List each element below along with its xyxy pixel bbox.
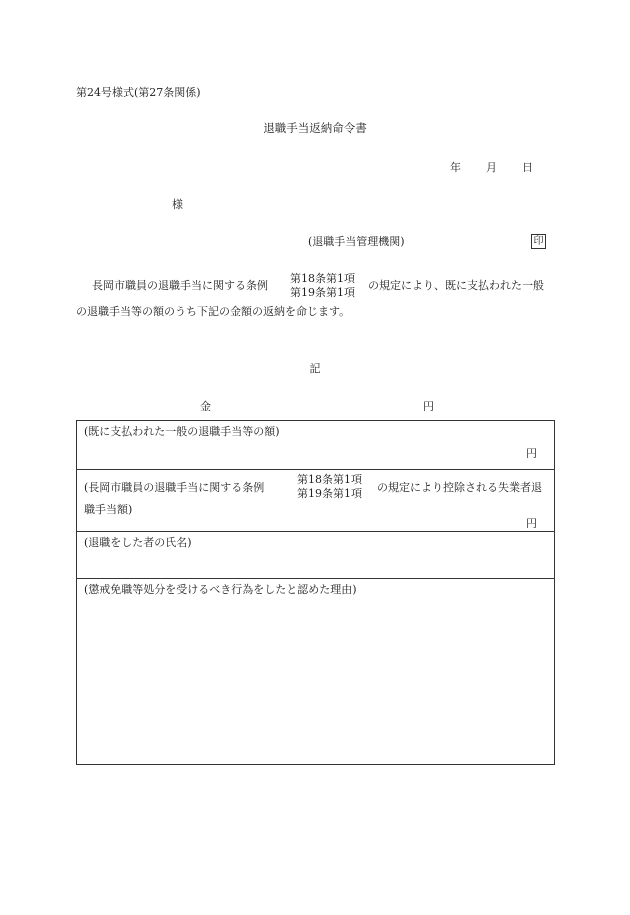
table-row-retiree-name: [77, 532, 554, 579]
deducted-amount-label-start: (長岡市職員の退職手当に関する条例: [84, 481, 265, 494]
deducted-clause-19: 第19条第1項: [297, 487, 362, 500]
deducted-amount-label-cont: 職手当額): [84, 503, 133, 516]
retiree-name-label: (退職をした者の氏名): [84, 536, 192, 549]
body-text-line1-end: の規定により、既に支払われた一般: [368, 279, 544, 292]
deducted-clause-choice: [297, 473, 362, 501]
details-table: [76, 420, 555, 765]
form-number: 第24号様式(第27条関係): [76, 86, 201, 99]
body-text-line1-start: 長岡市職員の退職手当に関する条例: [92, 279, 268, 292]
table-row-deducted-amount: [77, 470, 554, 532]
deducted-clause-18: 第18条第1項: [297, 473, 362, 486]
table-row-paid-amount: [77, 421, 554, 470]
paid-amount-label: (既に支払われた一般の退職手当等の額): [84, 425, 280, 438]
date-day-label: 日: [522, 161, 533, 174]
seal-mark: 印: [531, 234, 546, 249]
body-text-line2: の退職手当等の額のうち下記の金額の返納を命じます。: [76, 305, 351, 318]
amount-kin-label: 金: [200, 400, 211, 413]
body-clause-18: 第18条第1項: [290, 272, 355, 285]
body-clause-choice: [290, 272, 355, 300]
paid-amount-yen: 円: [526, 447, 537, 460]
date-month-label: 月: [486, 161, 497, 174]
deducted-amount-label-end: の規定により控除される失業者退: [377, 481, 542, 494]
document-title: 退職手当返納命令書: [263, 121, 367, 135]
deducted-amount-yen: 円: [526, 517, 537, 530]
reason-label: (懲戒免職等処分を受けるべき行為をしたと認めた理由): [84, 583, 357, 596]
amount-yen-label: 円: [423, 400, 434, 413]
issuer-label: (退職手当管理機関): [308, 235, 405, 248]
table-row-reason: [77, 579, 554, 765]
ki-heading: 記: [309, 362, 321, 375]
addressee-honorific: 様: [172, 198, 183, 211]
date-year-label: 年: [450, 161, 461, 174]
body-clause-19: 第19条第1項: [290, 286, 355, 299]
